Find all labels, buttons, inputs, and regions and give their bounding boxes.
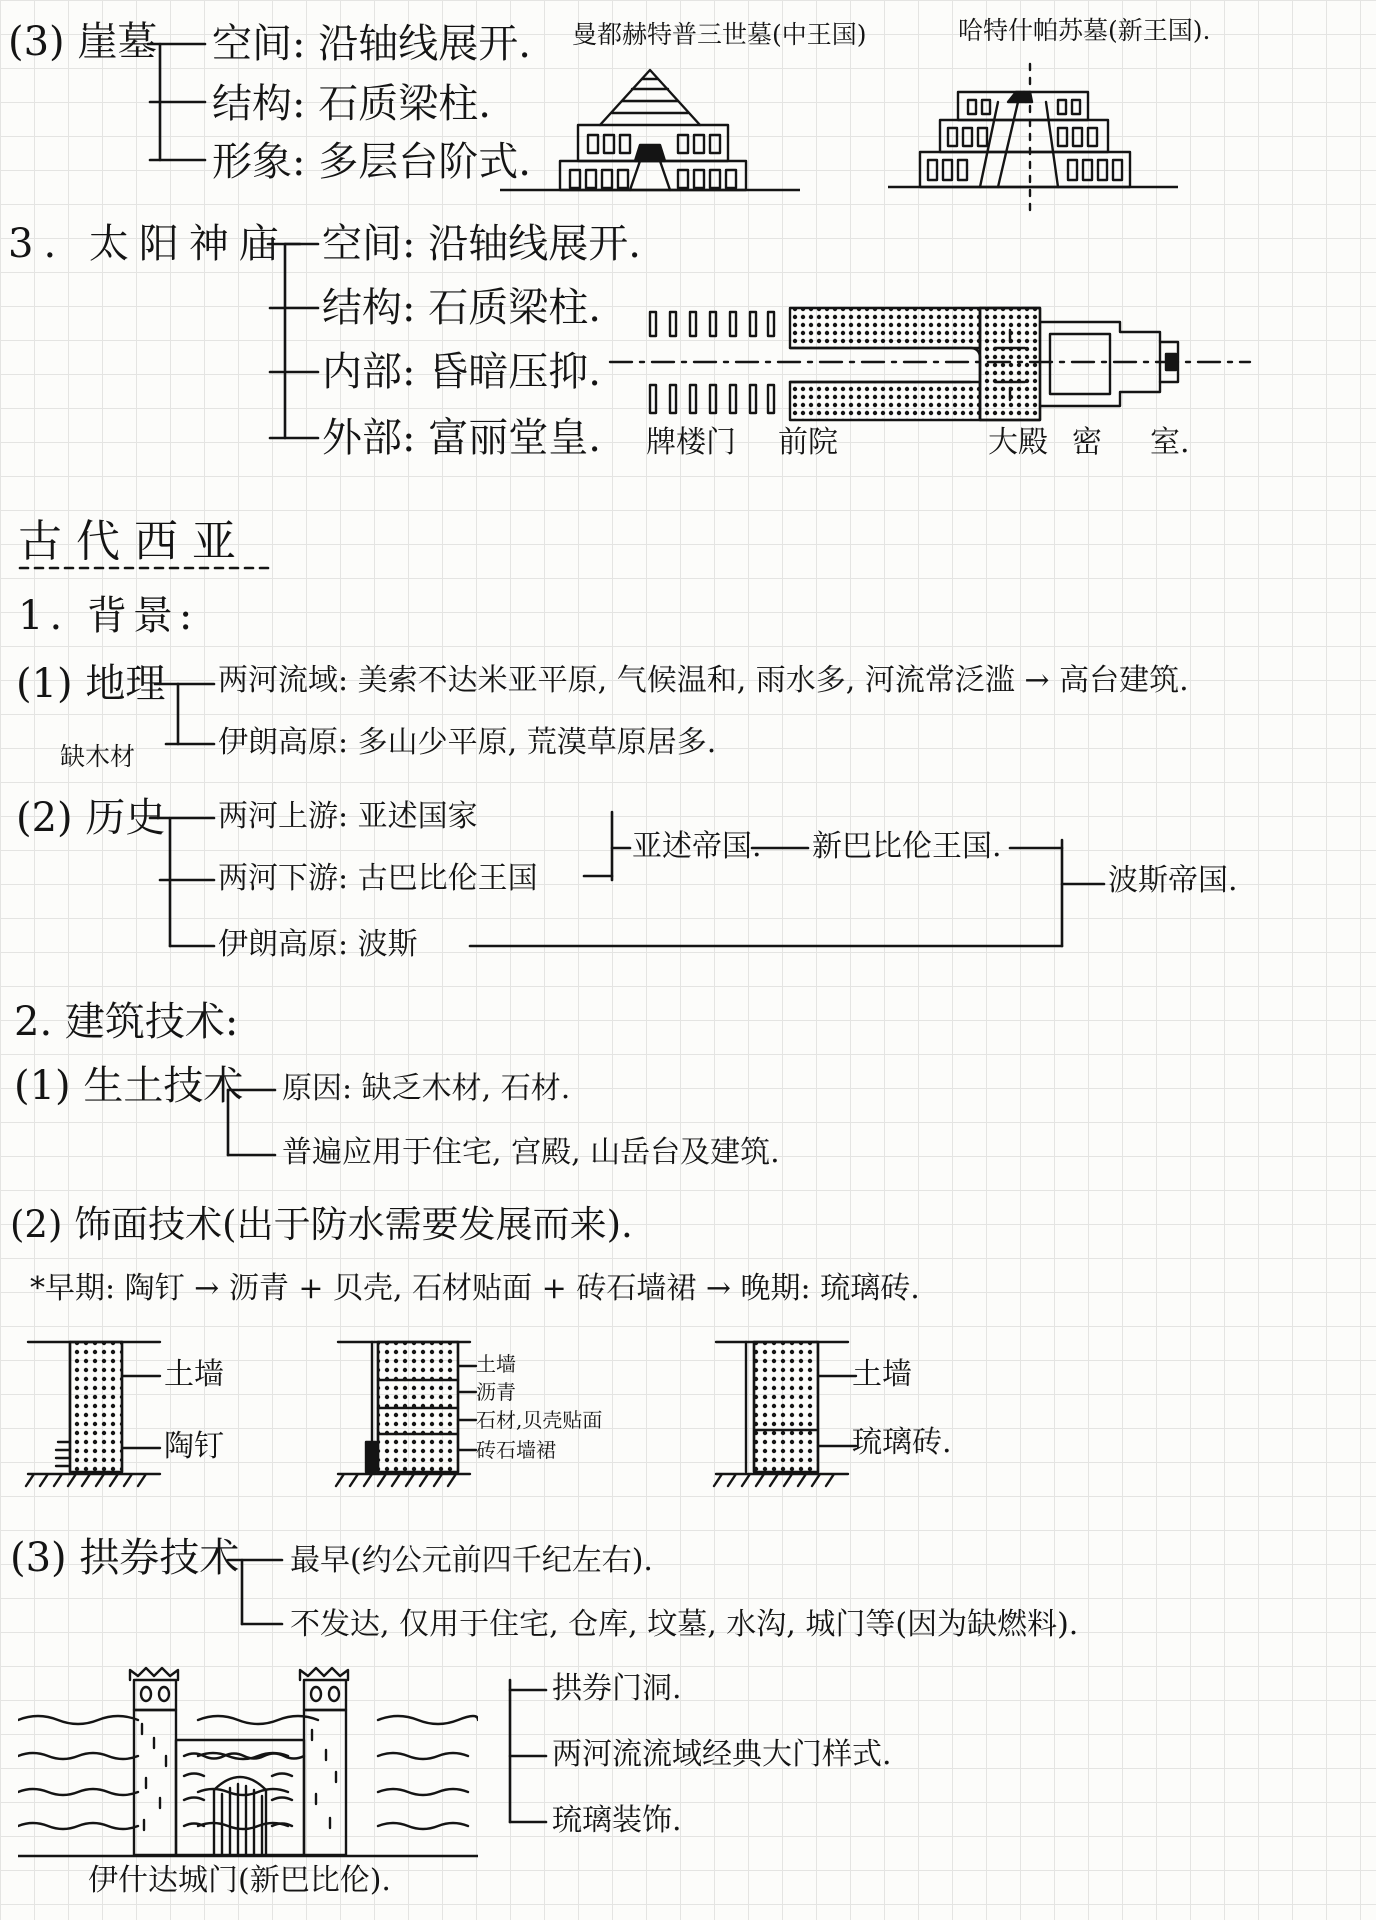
tomb-fig1-caption: 曼都赫特普三世墓(中王国) xyxy=(572,20,867,49)
plan-label-hall: 大殿 xyxy=(988,425,1048,460)
west-asia-title: 古代西亚 xyxy=(18,516,250,567)
wall2-label-earth: 土墙 xyxy=(476,1352,516,1376)
geo-item-mesopotamia: 两河流域: 美索不达米亚平原, 气候温和, 雨水多, 河流常泛滥 → 高台建筑. xyxy=(218,663,1189,698)
tomb-fig2-caption: 哈特什帕苏墓(新王国). xyxy=(958,16,1211,45)
tech-heading: 2. 建筑技术: xyxy=(14,999,239,1045)
plan-label-gate: 牌楼门 xyxy=(646,425,736,460)
history-item-upper: 两河上游: 亚述国家 xyxy=(218,799,478,834)
plan-label-secret: 密 xyxy=(1072,425,1102,460)
history-label: (2) 历史 xyxy=(16,795,166,841)
hatshepsut-tomb-drawing xyxy=(888,62,1178,212)
wall1-label-clay-cone: 陶钉 xyxy=(164,1429,224,1464)
tomb-item-structure: 结构: 石质梁柱. xyxy=(212,81,491,127)
sun-temple-item-structure: 结构: 石质梁柱. xyxy=(322,285,601,331)
history-item-iran: 伊朗高原: 波斯 xyxy=(218,927,418,962)
mentuhotep-tomb-drawing xyxy=(500,55,800,195)
wall1-label-earth: 土墙 xyxy=(164,1357,224,1392)
tomb-heading: (3) 崖墓 xyxy=(8,19,158,65)
history-item-lower: 两河下游: 古巴比伦王国 xyxy=(218,861,538,896)
wall-section-2-drawing xyxy=(330,1330,480,1490)
ishtar-gate-caption: 伊什达城门(新巴比伦). xyxy=(88,1863,391,1898)
arch-tech-usage: 不发达, 仅用于住宅, 仓库, 坟墓, 水沟, 城门等(因为缺燃料). xyxy=(290,1607,1079,1642)
wall3-label-earth: 土墙 xyxy=(852,1357,912,1392)
arch-tech-label: (3) 拱券技术 xyxy=(10,1535,240,1581)
wall2-label-dado: 砖石墙裙 xyxy=(476,1438,556,1462)
earth-tech-reason: 原因: 缺乏木材, 石材. xyxy=(282,1071,571,1106)
sun-temple-item-interior: 内部: 昏暗压抑. xyxy=(322,349,601,395)
sun-temple-plan-drawing xyxy=(600,290,1260,440)
tomb-item-form: 形象: 多层台阶式. xyxy=(212,139,531,185)
tomb-item-space: 空间: 沿轴线展开. xyxy=(212,21,531,67)
facing-tech-label: (2) 饰面技术(出于防水需要发展而来). xyxy=(10,1203,633,1246)
history-empire-neo-babylon: 新巴比伦王国. xyxy=(812,829,1002,864)
wall2-label-shell-facing: 石材,贝壳贴面 xyxy=(476,1408,603,1432)
wall-section-1-drawing xyxy=(20,1330,180,1490)
sun-temple-item-exterior: 外部: 富丽堂皇. xyxy=(322,415,601,461)
gate-note-arch-opening: 拱券门洞. xyxy=(552,1671,682,1706)
background-heading: 1. 背景: xyxy=(18,593,199,639)
gate-note-glazed-decoration: 琉璃装饰. xyxy=(552,1803,682,1838)
gate-note-classic-style: 两河流流域经典大门样式. xyxy=(552,1737,892,1772)
history-empire-persia: 波斯帝国. xyxy=(1108,863,1238,898)
sun-temple-item-space: 空间: 沿轴线展开. xyxy=(322,221,641,267)
plan-label-room: 室. xyxy=(1150,425,1190,460)
earth-tech-usage: 普遍应用于住宅, 宫殿, 山岳台及建筑. xyxy=(282,1135,780,1170)
sun-temple-heading: 3. 太阳神庙 xyxy=(8,221,289,267)
ishtar-gate-drawing xyxy=(18,1660,478,1860)
wall3-label-glazed-brick: 琉璃砖. xyxy=(852,1425,952,1460)
geo-side-note: 缺木材 xyxy=(60,742,136,771)
history-empire-assyria: 亚述帝国. xyxy=(632,829,762,864)
geo-label: (1) 地理 xyxy=(16,661,166,707)
geo-item-iran: 伊朗高原: 多山少平原, 荒漠草原居多. xyxy=(218,725,717,760)
facing-tech-summary: *早期: 陶钉 → 沥青 + 贝壳, 石材贴面 + 砖石墙裙 → 晚期: 琉璃砖. xyxy=(30,1271,920,1306)
earth-tech-label: (1) 生土技术 xyxy=(14,1063,244,1109)
wall2-label-bitumen: 沥青 xyxy=(476,1380,516,1404)
wall-section-3-drawing xyxy=(708,1330,868,1490)
plan-label-forecourt: 前院 xyxy=(778,425,838,460)
arch-tech-earliest: 最早(约公元前四千纪左右). xyxy=(290,1543,653,1578)
